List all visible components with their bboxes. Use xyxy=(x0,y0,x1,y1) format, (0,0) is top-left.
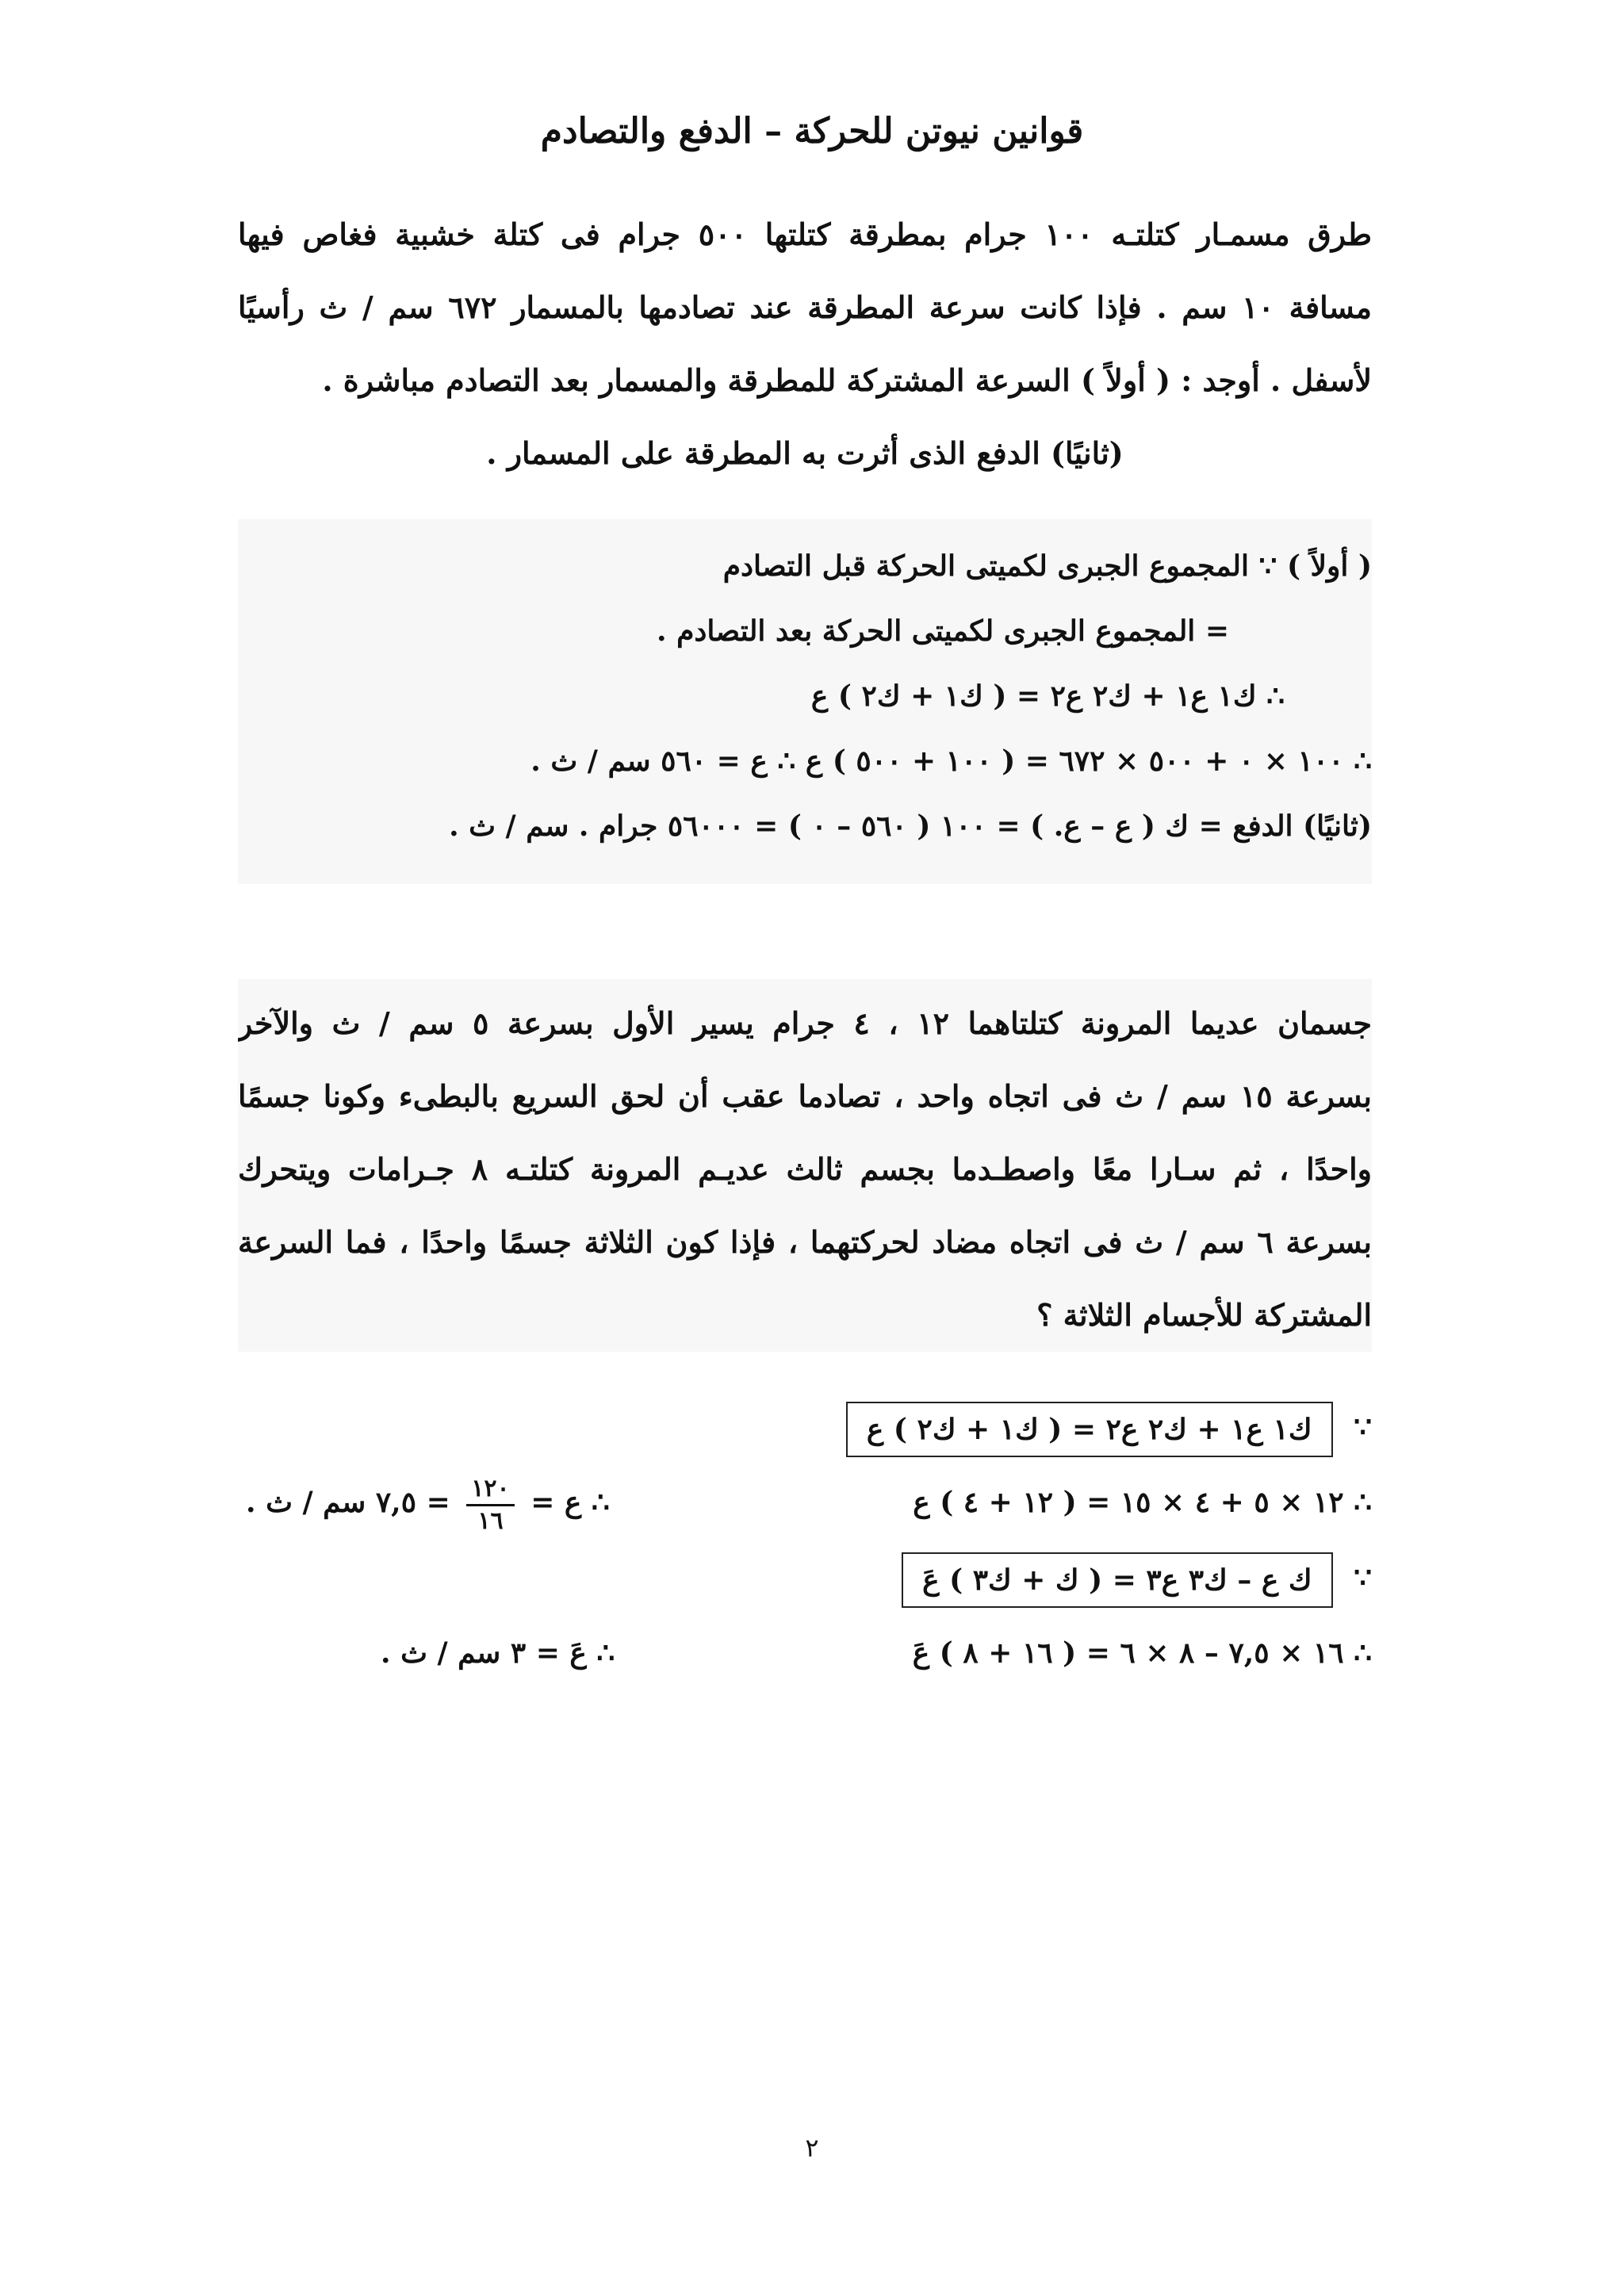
problem-1-line: لأسفل . أوجد : ( أولاً ) السرعة المشتركة للمطرقة والمسمار بعد التصادم مباشرة . xyxy=(322,362,1372,398)
solution-1 xyxy=(238,519,1372,884)
problem-2-line: بسرعة ٦ سم / ث فى اتجاه مضاد لحركتهما ، فإذا كون الثلاثة جسمًا واحدًا ، فما السرعة xyxy=(238,1224,1372,1260)
solution-2-row-3 xyxy=(238,1542,1372,1613)
problem-2-line: بسرعة ١٥ سم / ث فى اتجاه واحد ، تصادما عقب أن لحق السريع بالبطىء وكونا جسمًا xyxy=(238,1078,1372,1114)
problem-2-text xyxy=(238,979,1372,1352)
problem-1-line: مسافة ١٠ سم . فإذا كانت سرعة المطرقة عند تصادمها بالمسمار ٦٧٢ سم / ث رأسيًا xyxy=(238,289,1372,325)
solution-2-row-4 xyxy=(238,1617,1372,1689)
solution-2-row-2 xyxy=(238,1467,1372,1538)
solution-1-line: ( أولاً ) ∵ المجموع الجبرى لكميتى الحركة قبل التصادم xyxy=(722,549,1372,583)
fraction-denominator: ١٦ xyxy=(477,1506,504,1535)
fraction xyxy=(466,1474,514,1536)
solution-2-result: ∴ عَ = ٣ سم / ث . xyxy=(381,1636,615,1670)
boxed-equation: ك١ ع١ + ك٢ ع٢ = ( ك١ + ك٢ ) ع xyxy=(846,1402,1333,1457)
problem-1-line: طرق مسمـار كتلتـه ١٠٠ جرام بمطرقة كتلتها ٥٠٠ جرام فى كتلة خشبية فغاص فيها xyxy=(238,216,1372,252)
solution-1-line: ∴ ك١ ع١ + ك٢ ع٢ = ( ك١ + ك٢ ) ع xyxy=(810,679,1285,713)
because-symbol: ∵ xyxy=(1354,1410,1372,1444)
page-title: قوانين نيوتن للحركة – الدفع والتصادم xyxy=(540,111,1084,151)
solution-1-line: (ثانيًا) الدفع = ك ( ع – ع. ) = ١٠٠ ( ٥٦٠ – ٠ ) = ٥٦٠٠٠ جرام . سم / ث . xyxy=(449,809,1372,843)
problem-2-line: جسمان عديما المرونة كتلتاهما ١٢ ، ٤ جرام يسير الأول بسرعة ٥ سم / ث والآخر xyxy=(238,1005,1372,1041)
fraction-numerator: ١٢٠ xyxy=(466,1474,514,1506)
because-symbol: ∵ xyxy=(1354,1561,1372,1594)
result-suffix: = ٧,٥ سم / ث . xyxy=(246,1486,450,1519)
solution-2-equation: ∴ ١٦ × ٧,٥ – ٨ × ٦ = ( ١٦ + ٨ ) عَ xyxy=(912,1636,1372,1670)
solution-2-equation: ∴ ١٢ × ٥ + ٤ × ١٥ = ( ١٢ + ٤ ) ع xyxy=(913,1486,1372,1519)
result-prefix: ∴ ع = xyxy=(530,1486,610,1519)
problem-2-line: واحدًا ، ثم سـارا معًا واصطـدما بجسم ثالث عديـم المرونة كتلتـه ٨ جـرامات ويتحرك xyxy=(238,1151,1372,1187)
problem-2-line: المشتركة للأجسام الثلاثة ؟ xyxy=(1036,1297,1372,1333)
solution-2-result xyxy=(246,1467,610,1538)
problem-1-line: (ثانيًا) الدفع الذى أثرت به المطرقة على المسمار . xyxy=(486,435,1124,471)
solution-1-line: = المجموع الجبرى لكميتى الحركة بعد التصادم . xyxy=(657,614,1229,648)
boxed-equation: ك ع – ك٣ ع٣ = ( ك + ك٣ ) عَ xyxy=(902,1552,1332,1608)
solution-2-row-1 xyxy=(238,1391,1372,1463)
problem-1-text xyxy=(238,198,1372,490)
page-number: ٢ xyxy=(805,2133,819,2163)
solution-1-line: ∴ ١٠٠ × ٠ + ٥٠٠ × ٦٧٢ = ( ١٠٠ + ٥٠٠ ) ع ∴ ع = ٥٦٠ سم / ث . xyxy=(530,744,1372,778)
